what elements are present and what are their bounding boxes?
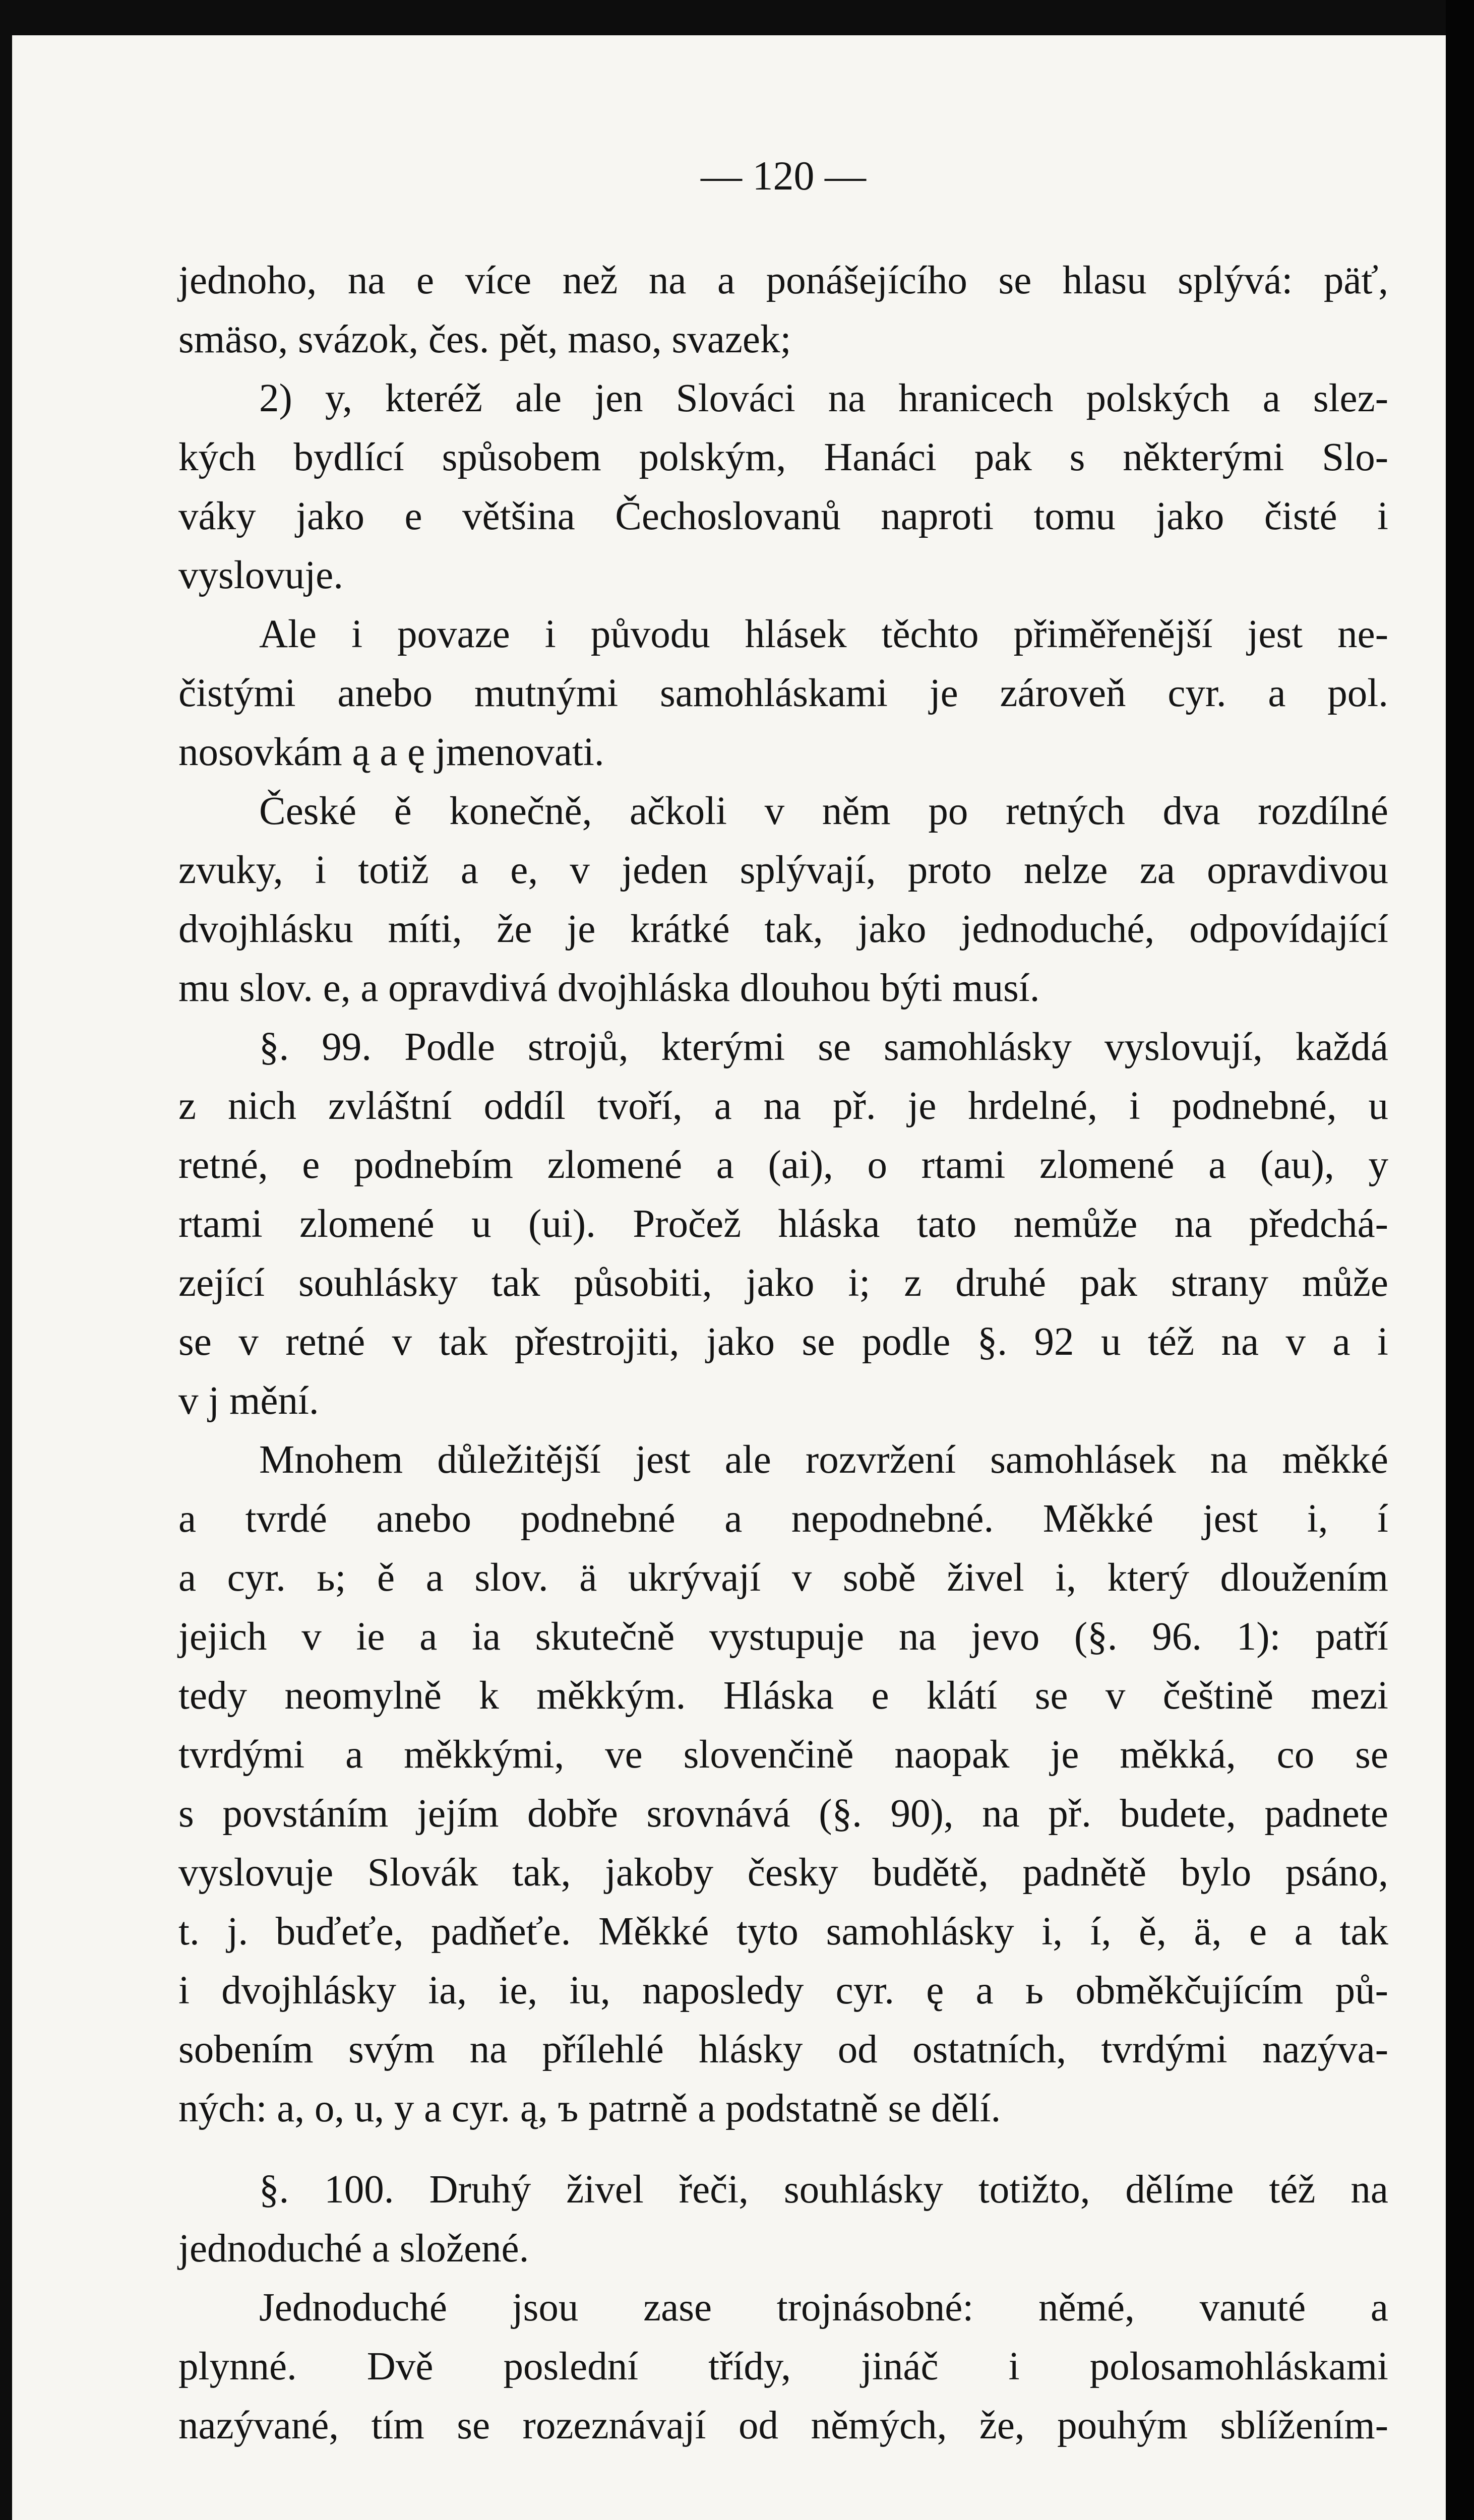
text-line: jednoho, na e více než na a ponášejícího se hlasu splývá: päť, — [178, 259, 1388, 302]
text-line: Ale i povaze i původu hlásek těchto přiměřenější jest ne- — [259, 612, 1388, 656]
text-line: dvojhlásku míti, že je krátké tak, jako jednoduché, odpovídající — [178, 907, 1388, 951]
text-line: §. 100. Druhý živel řeči, souhlásky totižto, dělíme též na — [259, 2168, 1388, 2212]
text-line: §. 99. Podle strojů, kterými se samohlásky vyslovují, každá — [259, 1025, 1388, 1069]
text-line: i dvojhlásky ia, ie, iu, naposledy cyr. ę a ь obměkčujícím pů- — [178, 1969, 1388, 2012]
text-line: a tvrdé anebo podnebné a nepodnebné. Měkké jest i, í — [178, 1497, 1388, 1541]
text-line: smäso, svázok, čes. pět, maso, svazek; — [178, 318, 791, 361]
text-line: České ě konečně, ačkoli v něm po retných dva rozdílné — [259, 789, 1388, 833]
text-line: jednoduché a složené. — [178, 2227, 529, 2271]
text-line: v j mění. — [178, 1379, 319, 1423]
text-line: s povstáním jejím dobře srovnává (§. 90), na př. budete, padnete — [178, 1792, 1388, 1836]
paragraph-gap — [178, 2138, 1388, 2160]
text-line: t. j. buďeťe, padňeťe. Měkké tyto samohlásky i, í, ě, ä, e a tak — [178, 1910, 1388, 1954]
text-line: nosovkám ą a ę jmenovati. — [178, 730, 604, 774]
text-line: váky jako e většina Čechoslovanů naproti tomu jako čisté i — [178, 494, 1388, 538]
text-line: tvrdými a měkkými, ve slovenčině naopak je měkká, co se — [178, 1733, 1388, 1777]
text-line: z nich zvláštní oddíl tvoří, a na př. je hrdelné, i podnebné, u — [178, 1084, 1388, 1128]
text-line: 2) y, kteréž ale jen Slováci na hranicech polských a slez- — [259, 376, 1388, 420]
book-spine-shadow — [1446, 0, 1474, 2520]
text-line: sobením svým na přílehlé hlásky od ostatních, tvrdými nazýva- — [178, 2028, 1388, 2071]
text-line: jejich v ie a ia skutečně vystupuje na jevo (§. 96. 1): patří — [178, 1615, 1388, 1659]
text-line: rtami zlomené u (ui). Pročež hláska tato nemůže na předchá- — [178, 1202, 1388, 1246]
text-line: kých bydlící spůsobem polským, Hanáci pak s některými Slo- — [178, 435, 1388, 479]
text-line: tedy neomylně k měkkým. Hláska e klátí se v češtině mezi — [178, 1674, 1388, 1718]
text-line: Mnohem důležitější jest ale rozvržení samohlásek na měkké — [259, 1438, 1388, 1482]
text-line: Jednoduché jsou zase trojnásobné: němé, vanuté a — [259, 2286, 1388, 2329]
text-line: zející souhlásky tak působiti, jako i; z druhé pak strany může — [178, 1261, 1388, 1305]
page-number: — 120 — — [701, 153, 866, 199]
text-line: čistými anebo mutnými samohláskami je zároveň cyr. a pol. — [178, 671, 1388, 715]
text-line: retné, e podnebím zlomené a (ai), o rtami zlomené a (au), y — [178, 1143, 1388, 1187]
text-line: nazývané, tím se rozeznávají od němých, že, pouhým sblížením- — [178, 2404, 1388, 2447]
text-line: zvuky, i totiž a e, v jeden splývají, proto nelze za opravdivou — [178, 848, 1388, 892]
book-page — [12, 35, 1447, 2520]
text-line: vyslovuje Slovák tak, jakoby česky budětě, padnětě bylo psáno, — [178, 1851, 1388, 1895]
text-line: plynné. Dvě poslední třídy, jináč i polosamohláskami — [178, 2345, 1388, 2388]
text-line: ných: a, o, u, y a cyr. ą, ъ patrně a podstatně se dělí. — [178, 2087, 1001, 2130]
text-line: vyslovuje. — [178, 553, 343, 597]
page-body — [178, 251, 1388, 2455]
text-line: mu slov. e, a opravdivá dvojhláska dlouhou býti musí. — [178, 966, 1040, 1010]
text-line: a cyr. ь; ě a slov. ä ukrývají v sobě živel i, který dloužením — [178, 1556, 1388, 1600]
text-line: se v retné v tak přestrojiti, jako se podle §. 92 u též na v a i — [178, 1320, 1388, 1364]
